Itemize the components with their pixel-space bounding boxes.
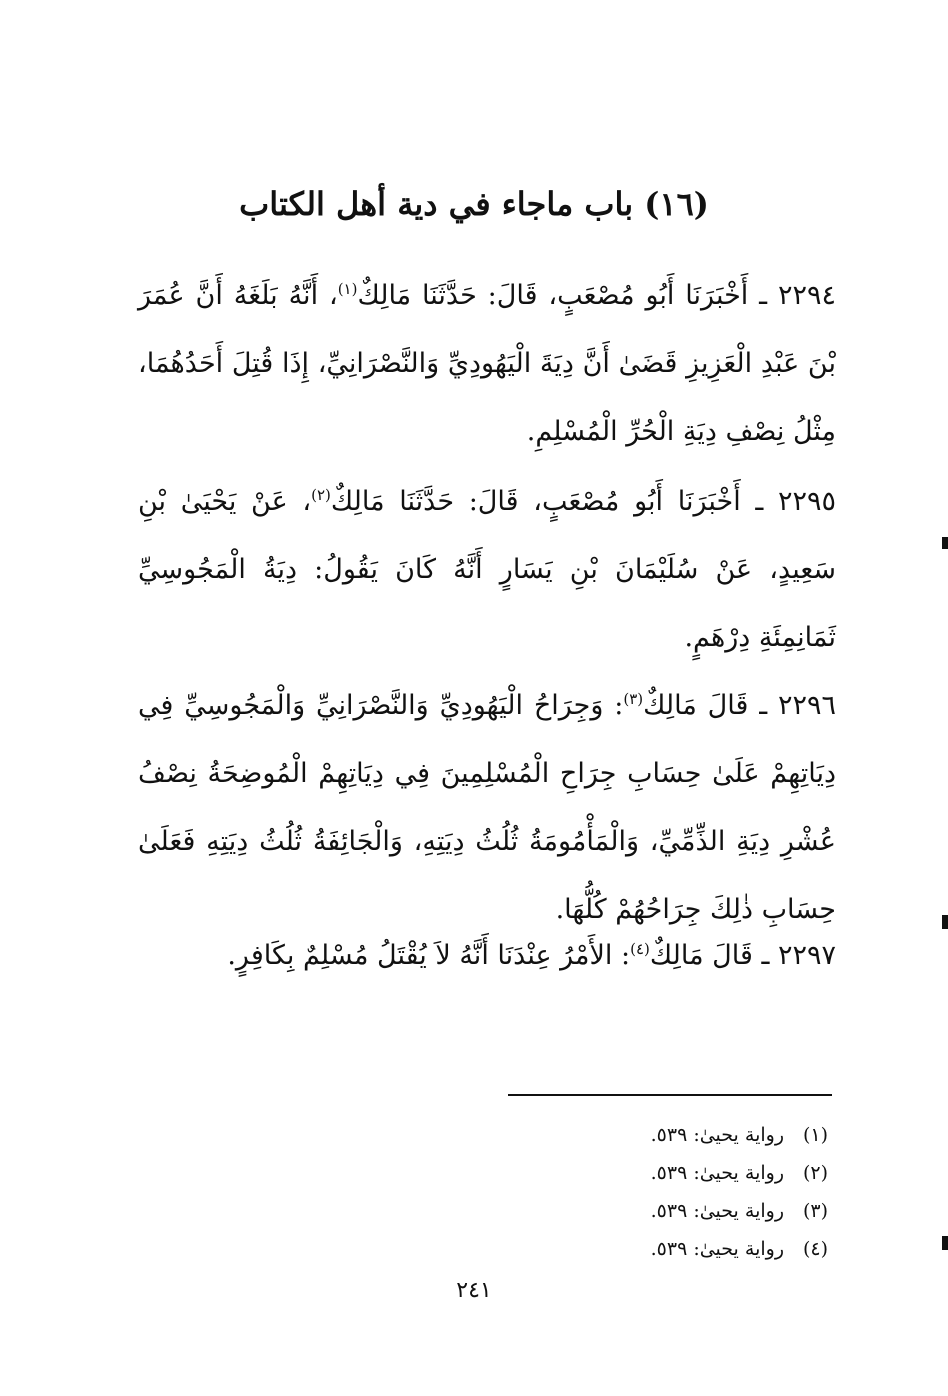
- hadith-text-rest: ، أَنَّهُ بَلَغَهُ أَنَّ عُمَرَ بْنَ عَبْدِ الْعَزِيزِ قَضَىٰ أَنَّ دِيَةَ الْيَهُودِيِّ وَالنَّصْرَانِيِّ، إِذَا قُتِلَ أَحَدُهُمَا، مِثْلُ نِصْفِ دِيَةِ الْحُرِّ الْمُسْلِمِ.: [138, 280, 836, 447]
- footnote-number: (١): [802, 1124, 828, 1146]
- hadith-text-start: ـ قَالَ مَالِكٌ: [643, 690, 778, 721]
- hadith-paragraph-2296: [138, 672, 836, 944]
- footnote-item: [498, 1192, 828, 1230]
- footnote-marker: (٢): [311, 486, 331, 504]
- hadith-text-rest: : وَجِرَاحُ الْيَهُودِيِّ وَالنَّصْرَانِيِّ وَالْمَجُوسِيِّ فِي دِيَاتِهِمْ عَلَىٰ حِسَابِ جِرَاحِ الْمُسْلِمِينَ فِي دِيَاتِهِمْ الْمُوضِحَةُ نِصْفُ عُشْرِ دِيَةِ الذِّمِّيِّ، وَالْمَأْمُومَةُ ثُلُثُ دِيَتِهِ، وَالْجَائِفَةُ ثُلُثُ دِيَتِهِ فَعَلَىٰ حِسَابِ ذٰلِكَ جِرَاحُهُمْ كُلُّهَا.: [138, 690, 836, 925]
- hadith-text-start: ـ أَخْبَرَنَا أَبُو مُصْعَبٍ، قَالَ: حَدَّثَنَا مَالِكٌ: [357, 280, 778, 311]
- footnote-marker: (٤): [630, 940, 650, 958]
- hadith-text-rest: ، عَنْ يَحْيَىٰ بْنِ سَعِيدٍ، عَنْ سُلَيْمَانَ بْنِ يَسَارٍ أَنَّهُ كَانَ يَقُولُ: دِيَةُ الْمَجُوسِيِّ ثَمَانِمِئَةِ دِرْهَمٍ.: [138, 486, 836, 653]
- footnote-text: رواية يحيىٰ: ٥٣٩.: [650, 1162, 784, 1184]
- chapter-heading: (١٦) باب ماجاء في دية أهل الكتاب: [239, 185, 709, 223]
- footnotes: [498, 1116, 828, 1268]
- footnote-item: [498, 1230, 828, 1268]
- hadith-text-start: ـ أَخْبَرَنَا أَبُو مُصْعَبٍ، قَالَ: حَدَّثَنَا مَالِكٌ: [330, 486, 778, 517]
- footnote-text: رواية يحيىٰ: ٥٣٩.: [650, 1200, 784, 1222]
- footnote-marker: (٣): [623, 690, 644, 708]
- footnote-number: (٤): [802, 1238, 828, 1260]
- hadith-text-rest: : الأَمْرُ عِنْدَنَا أَنَّهُ لاَ يُقْتَلُ مُسْلِمٌ بِكَافِرٍ.: [227, 940, 631, 971]
- footnote-marker: (١): [337, 280, 358, 298]
- scan-edge-mark: [942, 915, 948, 929]
- hadith-number: ٢٢٩٦: [777, 690, 836, 721]
- hadith-paragraph-2294: [138, 262, 836, 466]
- hadith-paragraph-2295: [138, 468, 836, 672]
- footnote-item: [498, 1116, 828, 1154]
- footnote-text: رواية يحيىٰ: ٥٣٩.: [650, 1124, 784, 1146]
- scan-edge-mark: [942, 1236, 948, 1250]
- footnote-number: (٣): [802, 1200, 828, 1222]
- footnote-item: [498, 1154, 828, 1192]
- footnote-text: رواية يحيىٰ: ٥٣٩.: [650, 1238, 784, 1260]
- hadith-paragraph-2297: [138, 922, 836, 990]
- footnote-number: (٢): [802, 1162, 828, 1184]
- hadith-number: ٢٢٩٧: [777, 940, 836, 971]
- hadith-number: ٢٢٩٥: [778, 486, 837, 517]
- hadith-number: ٢٢٩٤: [777, 280, 836, 311]
- scan-edge-mark: [942, 537, 948, 549]
- page-number: ٢٤١: [456, 1278, 492, 1303]
- hadith-text-start: ـ قَالَ مَالِكٌ: [649, 940, 778, 971]
- footnote-divider: [508, 1094, 832, 1096]
